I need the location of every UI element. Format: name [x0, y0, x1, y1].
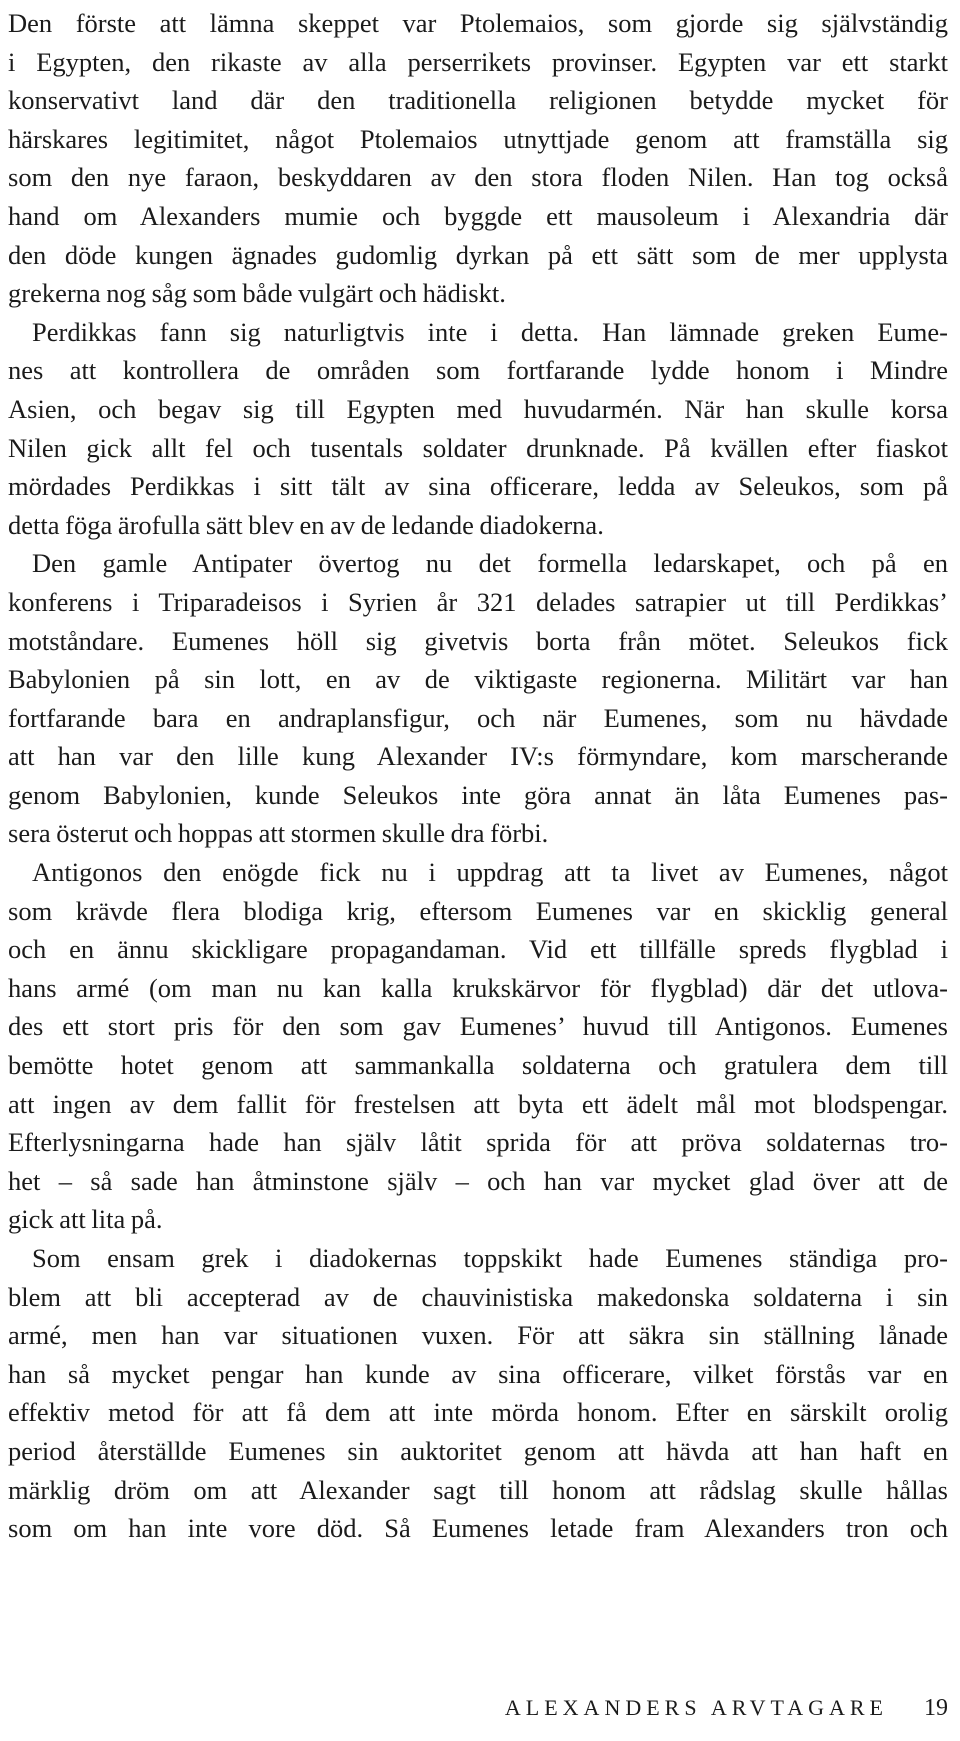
text-line: armé, men han var situationen vuxen. För att säkra sin ställning lånade	[8, 1320, 948, 1351]
text-line: att han var den lille kung Alexander IV:s förmyndare, kom marscherande	[8, 741, 948, 772]
text-line: han så mycket pengar han kunde av sina officerare, vilket förstås var en	[8, 1358, 948, 1389]
text-line: konservativt land där den traditionella religionen betydde mycket för	[8, 85, 948, 116]
book-page	[8, 0, 948, 1741]
text-line: motståndare. Eumenes höll sig givetvis borta från mötet. Seleukos fick	[8, 625, 948, 656]
text-line: sera österut och hoppas att stormen skulle dra förbi.	[8, 818, 549, 849]
paragraph	[8, 853, 948, 1239]
text-line: Som ensam grek i diadokernas toppskikt hade Eumenes ständiga pro-	[32, 1243, 948, 1273]
text-line: period återställde Eumenes sin auktoritet genom att hävda att han haft en	[8, 1435, 948, 1466]
paragraph	[8, 544, 948, 853]
text-line: des ett stort pris för den som gav Eumenes’ huvud till Antigonos. Eumenes	[8, 1011, 948, 1042]
text-line: märklig dröm om att Alexander sagt till honom att rådslag skulle hållas	[8, 1474, 948, 1505]
page-number: 19	[924, 1695, 948, 1721]
text-line: och en ännu skickligare propagandaman. Vid ett tillfälle spreds flygblad i	[8, 934, 948, 965]
text-line: Antigonos den enögde fick nu i uppdrag att ta livet av Eumenes, något	[32, 857, 948, 888]
text-line: grekerna nog såg som både vulgärt och hädiskt.	[8, 278, 506, 309]
text-line: mördades Perdikkas i sitt tält av sina officerare, ledda av Seleukos, som på	[8, 471, 948, 502]
text-line: Babylonien på sin lott, en av de viktigaste regionerna. Militärt var han	[8, 664, 948, 695]
text-line: Den förste att lämna skeppet var Ptolemaios, som gjorde sig självständig	[8, 8, 948, 38]
text-line: härskares legitimitet, något Ptolemaios utnyttjade genom att framställa sig	[8, 123, 948, 154]
page-footer	[8, 1688, 948, 1728]
paragraph	[8, 4, 948, 313]
text-line: Efterlysningarna hade han själv låtit sprida för att pröva soldaternas tro-	[8, 1127, 948, 1158]
text-line: genom Babylonien, kunde Seleukos inte göra annat än låta Eumenes pas-	[8, 779, 948, 810]
text-line: het – så sade han åtminstone själv – och han var mycket glad över att de	[8, 1165, 948, 1196]
text-line: konferens i Triparadeisos i Syrien år 321 delades satrapier ut till Perdikkas’	[8, 586, 948, 617]
text-line: Asien, och begav sig till Egypten med huvudarmén. När han skulle korsa	[8, 393, 948, 424]
text-line: hans armé (om man nu kan kalla krukskärvor för flygblad) där det utlova-	[8, 972, 948, 1003]
text-line: nes att kontrollera de områden som fortfarande lydde honom i Mindre	[8, 355, 948, 386]
text-line: Den gamle Antipater övertog nu det formella ledarskapet, och på en	[32, 548, 948, 579]
text-line: effektiv metod för att få dem att inte mörda honom. Efter en särskilt orolig	[8, 1397, 948, 1428]
text-line: Perdikkas fann sig naturligtvis inte i detta. Han lämnade greken Eume-	[32, 316, 948, 347]
text-line: som krävde flera blodiga krig, eftersom Eumenes var en skicklig general	[8, 895, 948, 926]
text-line: fortfarande bara en andraplansfigur, och när Eumenes, som nu hävdade	[8, 702, 948, 733]
running-head: ALEXANDERS ARVTAGARE	[504, 1695, 888, 1720]
text-line: hand om Alexanders mumie och byggde ett mausoleum i Alexandria där	[8, 200, 948, 231]
text-line: som om han inte vore död. Så Eumenes letade fram Alexanders tron och	[8, 1513, 948, 1544]
text-line: detta föga ärofulla sätt blev en av de ledande diadokerna.	[8, 509, 604, 540]
text-line: bemötte hotet genom att sammankalla soldaterna och gratulera dem till	[8, 1050, 948, 1081]
text-line: den döde kungen ägnades gudomlig dyrkan på ett sätt som de mer upplysta	[8, 239, 948, 270]
body-text	[8, 4, 948, 1548]
paragraph	[8, 313, 948, 545]
paragraph	[8, 1239, 948, 1548]
text-line: gick att lita på.	[8, 1204, 163, 1235]
text-line: blem att bli accepterad av de chauvinistiska makedonska soldaterna i sin	[8, 1281, 948, 1312]
text-line: som den nye faraon, beskyddaren av den stora floden Nilen. Han tog också	[8, 162, 948, 193]
text-line: Nilen gick allt fel och tusentals soldater drunknade. På kvällen efter fiaskot	[8, 432, 948, 463]
text-line: i Egypten, den rikaste av alla perserrikets provinser. Egypten var ett starkt	[8, 46, 948, 77]
text-line: att ingen av dem fallit för frestelsen att byta ett ädelt mål mot blodspengar.	[8, 1088, 948, 1119]
